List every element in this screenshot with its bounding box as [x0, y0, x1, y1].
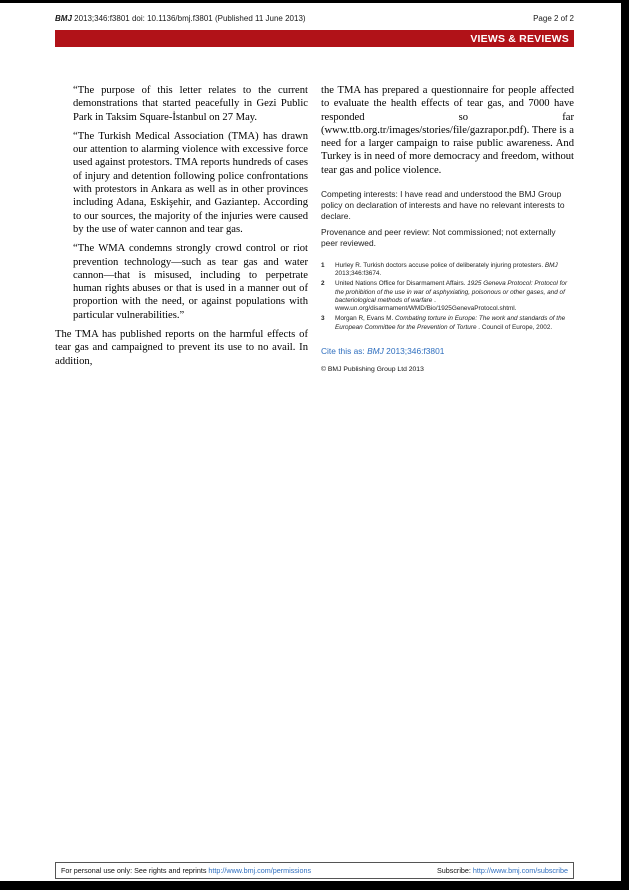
- cite-citation: 2013;346:f3801: [383, 345, 445, 356]
- footer-subscribe-text: Subscribe:: [436, 866, 473, 875]
- cite-prefix: Cite this as:: [321, 345, 368, 356]
- cite-this-as: [321, 346, 574, 356]
- reference-text: [335, 315, 574, 331]
- reference-source: Combating torture in Europe: The work and standards of the European Committee for the Prevention of Torture: [335, 315, 566, 331]
- subscribe-link[interactable]: http://www.bmj.com/subscribe: [472, 866, 568, 875]
- reference-item: [321, 280, 574, 313]
- reference-item: [321, 262, 574, 278]
- reference-text: [335, 262, 574, 278]
- permissions-link[interactable]: http://www.bmj.com/permissions: [208, 866, 312, 875]
- document-header: [55, 3, 574, 23]
- reference-number: 3: [321, 315, 325, 323]
- reference-number: 1: [321, 262, 325, 270]
- reference-tail: 2013;346:f3674.: [335, 270, 382, 278]
- copyright-line: © BMJ Publishing Group Ltd 2013: [321, 365, 424, 373]
- reference-tail: . www.un.org/disarmament/WMD/Bio/1925GenevaProtocol.shtml.: [335, 296, 517, 313]
- footer-left: [61, 866, 311, 875]
- reference-source: BMJ: [544, 262, 558, 270]
- cite-journal: BMJ: [367, 345, 384, 356]
- page-content: [0, 3, 621, 374]
- footer-right: [437, 866, 568, 875]
- footer-rights-text: For personal use only: See rights and reprints: [61, 866, 209, 875]
- reference-tail: . Council of Europe, 2002.: [476, 323, 553, 331]
- reference-text: [335, 280, 574, 313]
- reference-source: 1925 Geneva Protocol: Protocol for the prohibition of the use in war of asphyxiating, poisonous or other gases, and of bacteriological methods of warfare: [335, 280, 568, 304]
- provenance-note: Provenance and peer review: Not commissioned; not externally peer reviewed.: [321, 227, 556, 249]
- right-column: [321, 84, 574, 374]
- quote-paragraph: “The WMA condemns strongly crowd control or riot prevention technology—such as tear gas and water cannon—that is misused, including to perpetrate human rights abuses or that is used in a manner out of proportion with the need, or against populations with particular vulnerabilities.”: [73, 243, 308, 321]
- usage-footer: [55, 862, 574, 879]
- reference-lead: Morgan R, Evans M.: [335, 315, 396, 323]
- citation-text: 2013;346:f3801 doi: 10.1136/bmj.f3801 (Published 11 June 2013): [71, 14, 306, 23]
- reference-lead: Hurley R. Turkish doctors accuse police of deliberately injuring protesters.: [335, 262, 545, 270]
- body-paragraph: The TMA has published reports on the harmful effects of tear gas and campaigned to prevent its use to no avail. In addition,: [55, 329, 308, 367]
- competing-interests-note: Competing interests: I have read and understood the BMJ Group policy on declaration of interests and have no relevant interests to declare.: [321, 189, 565, 222]
- article-body: [55, 84, 574, 374]
- reference-item: [321, 315, 574, 331]
- page-indicator: Page 2 of 2: [533, 14, 574, 23]
- section-label: VIEWS & REVIEWS: [470, 32, 569, 45]
- citation-line: [55, 14, 306, 23]
- journal-name: BMJ: [55, 14, 72, 23]
- quote-paragraph: “The purpose of this letter relates to the current demonstrations that started peacefully in Gezi Public Park in Taksim Square-İstanbul on 27 May.: [73, 85, 308, 123]
- document-page: [0, 3, 621, 881]
- reference-number: 2: [321, 280, 325, 288]
- reference-list: [321, 262, 574, 332]
- body-paragraph: the TMA has prepared a questionnaire for people affected to evaluate the health effects of tear gas, and 7000 have responded so far (www.ttb.org.tr/images/stories/file/gazrapor.pdf). There is a need for a larger campaign to raise public awareness. And Turkey is in need of more democracy and freedom, without tear gas and police violence.: [321, 85, 574, 176]
- reference-lead: United Nations Office for Disarmament Affairs.: [335, 280, 468, 288]
- left-column: [55, 84, 308, 374]
- section-banner: [55, 30, 574, 47]
- quote-paragraph: “The Turkish Medical Association (TMA) has drawn our attention to alarming violence with excessive force used against protestors. TMA reports hundreds of cases of injury and detention following police confrontations with protestors in Ankara as well as in other provinces including Adana, Eskişehir, and Gaziantep. According to our sources, the majority of the injuries were caused by the use of water cannon and tear gas.: [73, 130, 308, 235]
